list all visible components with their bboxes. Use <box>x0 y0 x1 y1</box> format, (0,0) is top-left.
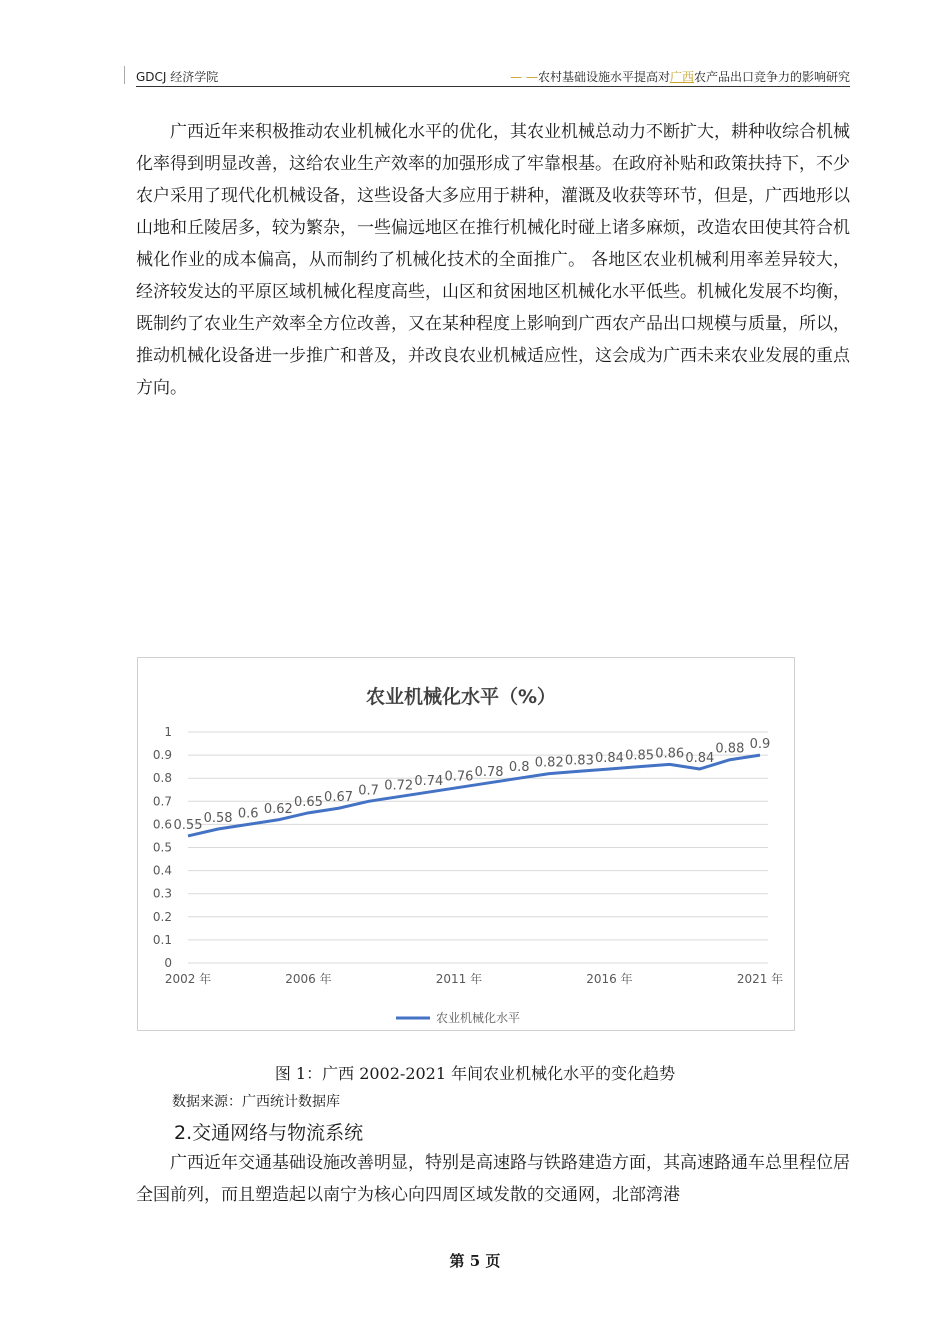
data-label: 0.83 <box>564 753 594 769</box>
y-tick-label: 0 <box>164 956 172 970</box>
page-number: 第 5 页 <box>449 1252 501 1270</box>
data-label: 0.84 <box>594 750 624 766</box>
figure-caption: 图 1：广西 2002-2021 年间农业机械化水平的变化趋势 <box>274 1064 676 1083</box>
data-label: 0.8 <box>508 760 530 776</box>
data-label: 0.7 <box>358 783 379 799</box>
data-label: 0.76 <box>444 769 474 785</box>
data-label: 0.74 <box>414 774 444 790</box>
chart-legend <box>396 1010 520 1025</box>
data-label: 0.55 <box>173 817 203 833</box>
x-tick-label: 2011 年 <box>435 972 483 986</box>
x-tick-label: 2002 年 <box>164 972 212 986</box>
header-left: GDCJ 经济学院 <box>136 70 219 84</box>
paragraph-text: 广西近年交通基础设施改善明显，特别是高速路与铁路建造方面，其高速路通车总里程位居全国前列，而且塑造起以南宁为核心向四周区域发散的交通网，北部湾港 <box>136 1153 850 1205</box>
data-label: 0.82 <box>534 755 564 771</box>
data-label: 0.58 <box>203 811 233 827</box>
y-tick-label: 0.3 <box>152 886 172 901</box>
data-label: 0.6 <box>237 806 259 822</box>
data-label: 0.78 <box>474 764 504 780</box>
data-label: 0.88 <box>715 741 745 757</box>
data-label: 0.86 <box>655 746 685 762</box>
data-label: 0.72 <box>384 778 414 794</box>
section-heading: 2.交通网络与物流系统 <box>174 1122 364 1144</box>
page-header <box>136 66 850 87</box>
line-chart <box>138 658 794 1030</box>
data-label: 0.9 <box>749 737 771 753</box>
y-tick-label: 0.6 <box>152 817 172 832</box>
data-label: 0.67 <box>324 790 354 806</box>
chart-container <box>137 657 795 1031</box>
paragraph-text: 广西近年来积极推动农业机械化水平的优化，其农业机械总动力不断扩大，耕种收综合机械化率得到明显改善，这给农业生产效率的加强形成了牢靠根基。在政府补贴和政策扶持下，不少农户采用了现代化机械设备，这些设备大多应用于耕种，灌溉及收获等环节，但是，广西地形以山地和丘陵居多，较为繁杂，一些偏远地区在推行机械化时碰上诸多麻烦，改造农田使其符合机械化作业的成本偏高，从而制约了机械化技术的全面推广。 各地区农业机械利用率差异较大，经济较发达的平原区域机械化程度高些，山区和贫困地区机械化水平低些。机械化发展不均衡，既制约了农业生产效率全方位改善，又在某种程度上影响到广西农产品出口规模与质量，所以，推动机械化设备进一步推广和普及，并改良农业机械适应性，这会成为广西未来农业发展的重点方向。 <box>136 122 850 398</box>
header-dash: — — <box>510 70 538 84</box>
header-title-part1: 农村基础设施水平提高对 <box>537 70 670 84</box>
body-paragraph-1 <box>136 116 850 404</box>
header-title <box>510 68 850 85</box>
y-tick-label: 0.4 <box>152 863 172 878</box>
y-tick-label: 0.2 <box>152 909 172 924</box>
data-label: 0.62 <box>263 801 293 817</box>
y-tick-label: 1 <box>164 725 172 739</box>
data-source: 数据来源：广西统计数据库 <box>172 1094 340 1110</box>
y-tick-label: 0.5 <box>152 840 172 855</box>
body-paragraph-2 <box>136 1147 850 1211</box>
header-title-part2: 农产品出口竞争力的影响研究 <box>693 70 850 84</box>
data-label: 0.65 <box>293 794 323 810</box>
chart-title: 农业机械化水平（%） <box>365 686 557 708</box>
data-label: 0.84 <box>685 750 715 766</box>
x-tick-label: 2016 年 <box>586 972 633 986</box>
y-tick-label: 0.9 <box>152 748 172 763</box>
y-tick-label: 0.8 <box>152 771 172 786</box>
data-label: 0.85 <box>625 748 655 764</box>
legend-label: 农业机械化水平 <box>436 1011 521 1025</box>
header-divider <box>124 66 125 84</box>
header-title-highlight: 广西 <box>669 70 694 84</box>
y-tick-label: 0.7 <box>152 794 172 809</box>
y-tick-label: 0.1 <box>152 932 172 947</box>
x-tick-label: 2006 年 <box>285 972 332 986</box>
x-tick-label: 2021 年 <box>736 972 784 986</box>
